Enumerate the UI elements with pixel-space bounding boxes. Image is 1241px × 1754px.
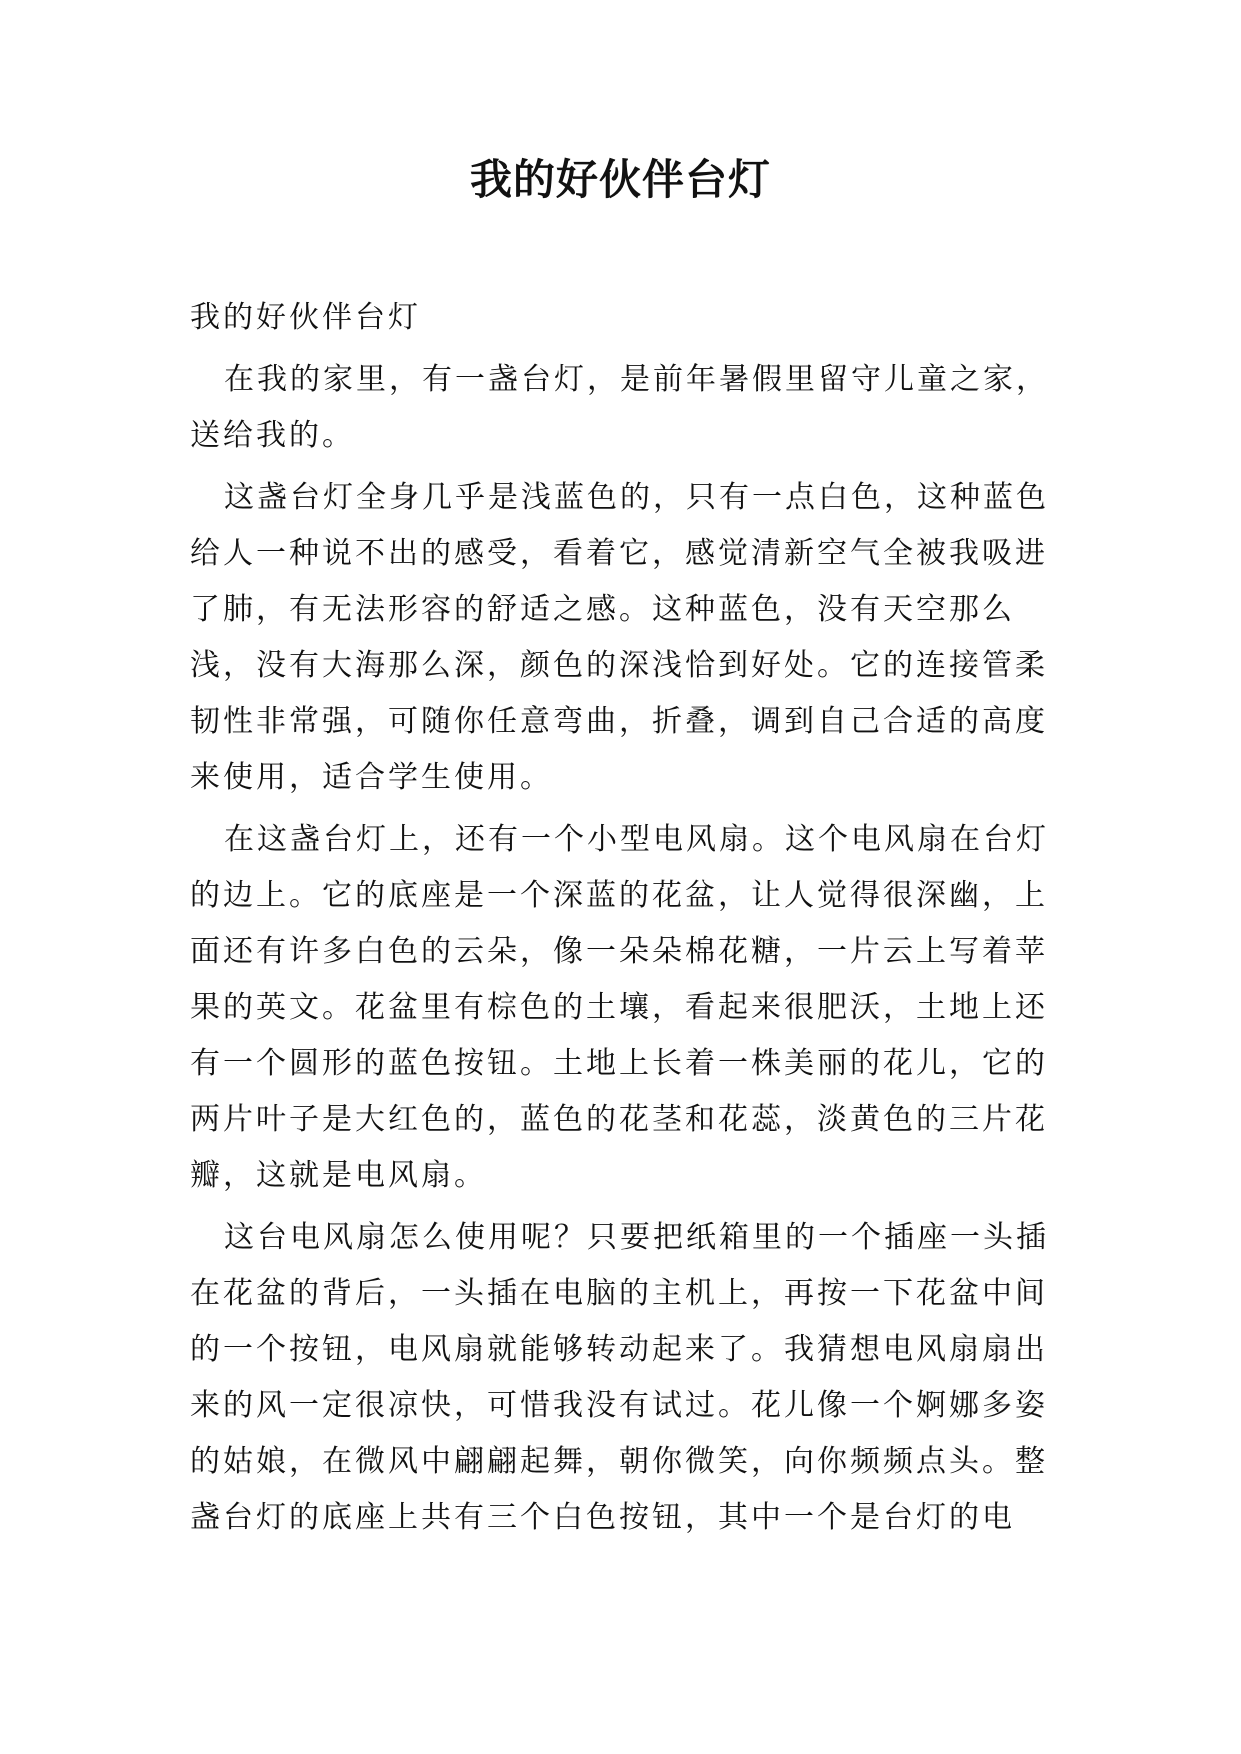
paragraph: 在我的家里，有一盏台灯，是前年暑假里留守儿童之家，送给我的。 bbox=[190, 362, 1049, 453]
paragraph: 这台电风扇怎么使用呢？只要把纸箱里的一个插座一头插在花盆的背后，一头插在电脑的主机上，再按一下花盆中间的一个按钮，电风扇就能够转动起来了。我猜想电风扇扇出来的风一定很凉快，可惜我没有试过。花儿像一个婀娜多姿的姑娘，在微风中翩翩起舞，朝你微笑，向你频频点头。整盏台灯的底座上共有三个白色按钮，其中一个是台灯的电 bbox=[190, 1220, 1049, 1535]
paragraph-heading: 我的好伙伴台灯 bbox=[190, 300, 421, 335]
document-title: 我的好伙伴台灯 bbox=[469, 155, 771, 204]
document-body bbox=[190, 290, 1070, 1552]
paragraph: 在这盏台灯上，还有一个小型电风扇。这个电风扇在台灯的边上。它的底座是一个深蓝的花盆，让人觉得很深幽，上面还有许多白色的云朵，像一朵朵棉花糖，一片云上写着苹果的英文。花盆里有棕色的土壤，看起来很肥沃，土地上还有一个圆形的蓝色按钮。土地上长着一株美丽的花儿，它的两片叶子是大红色的，蓝色的花茎和花蕊，淡黄色的三片花瓣，这就是电风扇。 bbox=[190, 822, 1049, 1193]
paragraph: 这盏台灯全身几乎是浅蓝色的，只有一点白色，这种蓝色给人一种说不出的感受，看着它，感觉清新空气全被我吸进了肺，有无法形容的舒适之感。这种蓝色，没有天空那么浅，没有大海那么深，颜色的深浅恰到好处。它的连接管柔韧性非常强，可随你任意弯曲，折叠，调到自己合适的高度来使用，适合学生使用。 bbox=[190, 480, 1049, 795]
